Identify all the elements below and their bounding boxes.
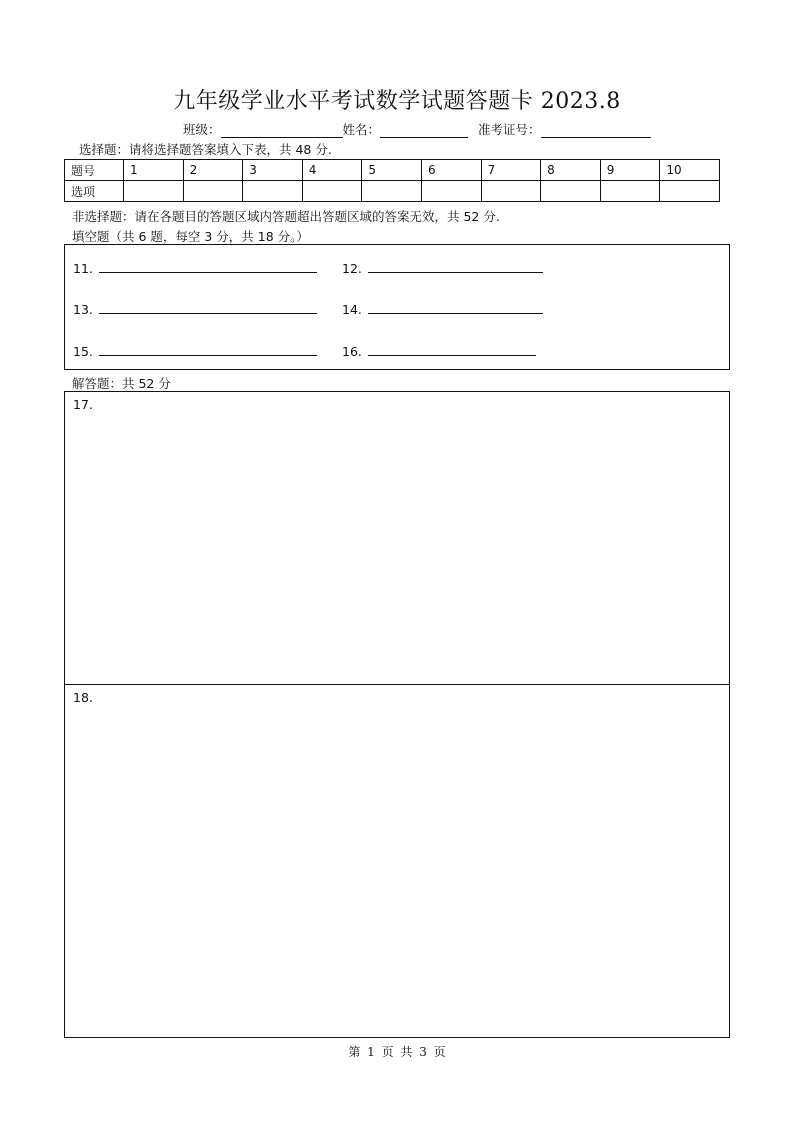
answer-cell[interactable] [660,181,720,202]
question-number-cell: 5 [362,160,422,181]
fill-in-answer-box [64,244,730,370]
fill-item-label: 14. [342,302,362,317]
question-number-cell: 4 [302,160,362,181]
ticket-number-field[interactable] [541,123,651,138]
fill-item-12 [342,260,543,276]
answer-cell[interactable] [421,181,481,202]
question-17-label: 17. [73,397,93,412]
fill-item-13 [73,301,317,317]
answer-area-18[interactable] [64,684,730,1038]
page-title: 九年级学业水平考试数学试题答题卡 2023.8 [173,89,621,114]
name-label: 姓名： [342,122,381,137]
answer-cell[interactable] [243,181,303,202]
fill-instruction: 填空题（共 6 题，每空 3 分，共 18 分。） [72,229,309,244]
fill-item-16 [342,343,536,359]
choice-answer-table [64,159,720,202]
answer-cell[interactable] [183,181,243,202]
class-label: 班级： [183,122,221,137]
answer-cell[interactable] [600,181,660,202]
fill-blank-13[interactable] [99,301,317,314]
choice-instruction: 选择题：请将选择题答案填入下表，共 48 分. [79,142,332,157]
answer-cell[interactable] [362,181,422,202]
fill-item-15 [73,343,317,359]
question-number-cell: 6 [421,160,481,181]
row-label-question-number: 题号 [65,160,124,181]
page-footer: 第 1 页 共 3 页 [348,1045,446,1059]
fill-blank-16[interactable] [368,343,536,356]
student-info-line [183,120,651,138]
question-number-cell: 2 [183,160,243,181]
answer-row [65,181,720,202]
answer-cell[interactable] [481,181,541,202]
question-number-cell: 7 [481,160,541,181]
class-field[interactable] [221,123,343,138]
question-number-cell: 9 [600,160,660,181]
question-18-label: 18. [73,690,93,705]
question-number-row [65,160,720,181]
fill-item-label: 16. [342,344,362,359]
question-number-cell: 1 [124,160,184,181]
fill-item-label: 11. [73,261,93,276]
fill-item-label: 13. [73,302,93,317]
solve-instruction: 解答题：共 52 分 [72,376,171,391]
row-label-option: 选项 [65,181,124,202]
name-field[interactable] [380,123,468,138]
non-choice-instruction: 非选择题：请在各题目的答题区域内答题超出答题区域的答案无效，共 52 分. [72,209,500,224]
question-number-cell: 3 [243,160,303,181]
fill-blank-11[interactable] [99,260,317,273]
fill-item-label: 12. [342,261,362,276]
answer-cell[interactable] [302,181,362,202]
fill-item-label: 15. [73,344,93,359]
answer-cell[interactable] [541,181,601,202]
answer-area-17[interactable] [64,391,730,685]
fill-blank-14[interactable] [368,301,543,314]
answer-cell[interactable] [124,181,184,202]
fill-blank-12[interactable] [368,260,543,273]
fill-item-11 [73,260,317,276]
fill-blank-15[interactable] [99,343,317,356]
question-number-cell: 8 [541,160,601,181]
fill-item-14 [342,301,543,317]
question-number-cell: 10 [660,160,720,181]
ticket-label: 准考证号： [478,122,541,137]
